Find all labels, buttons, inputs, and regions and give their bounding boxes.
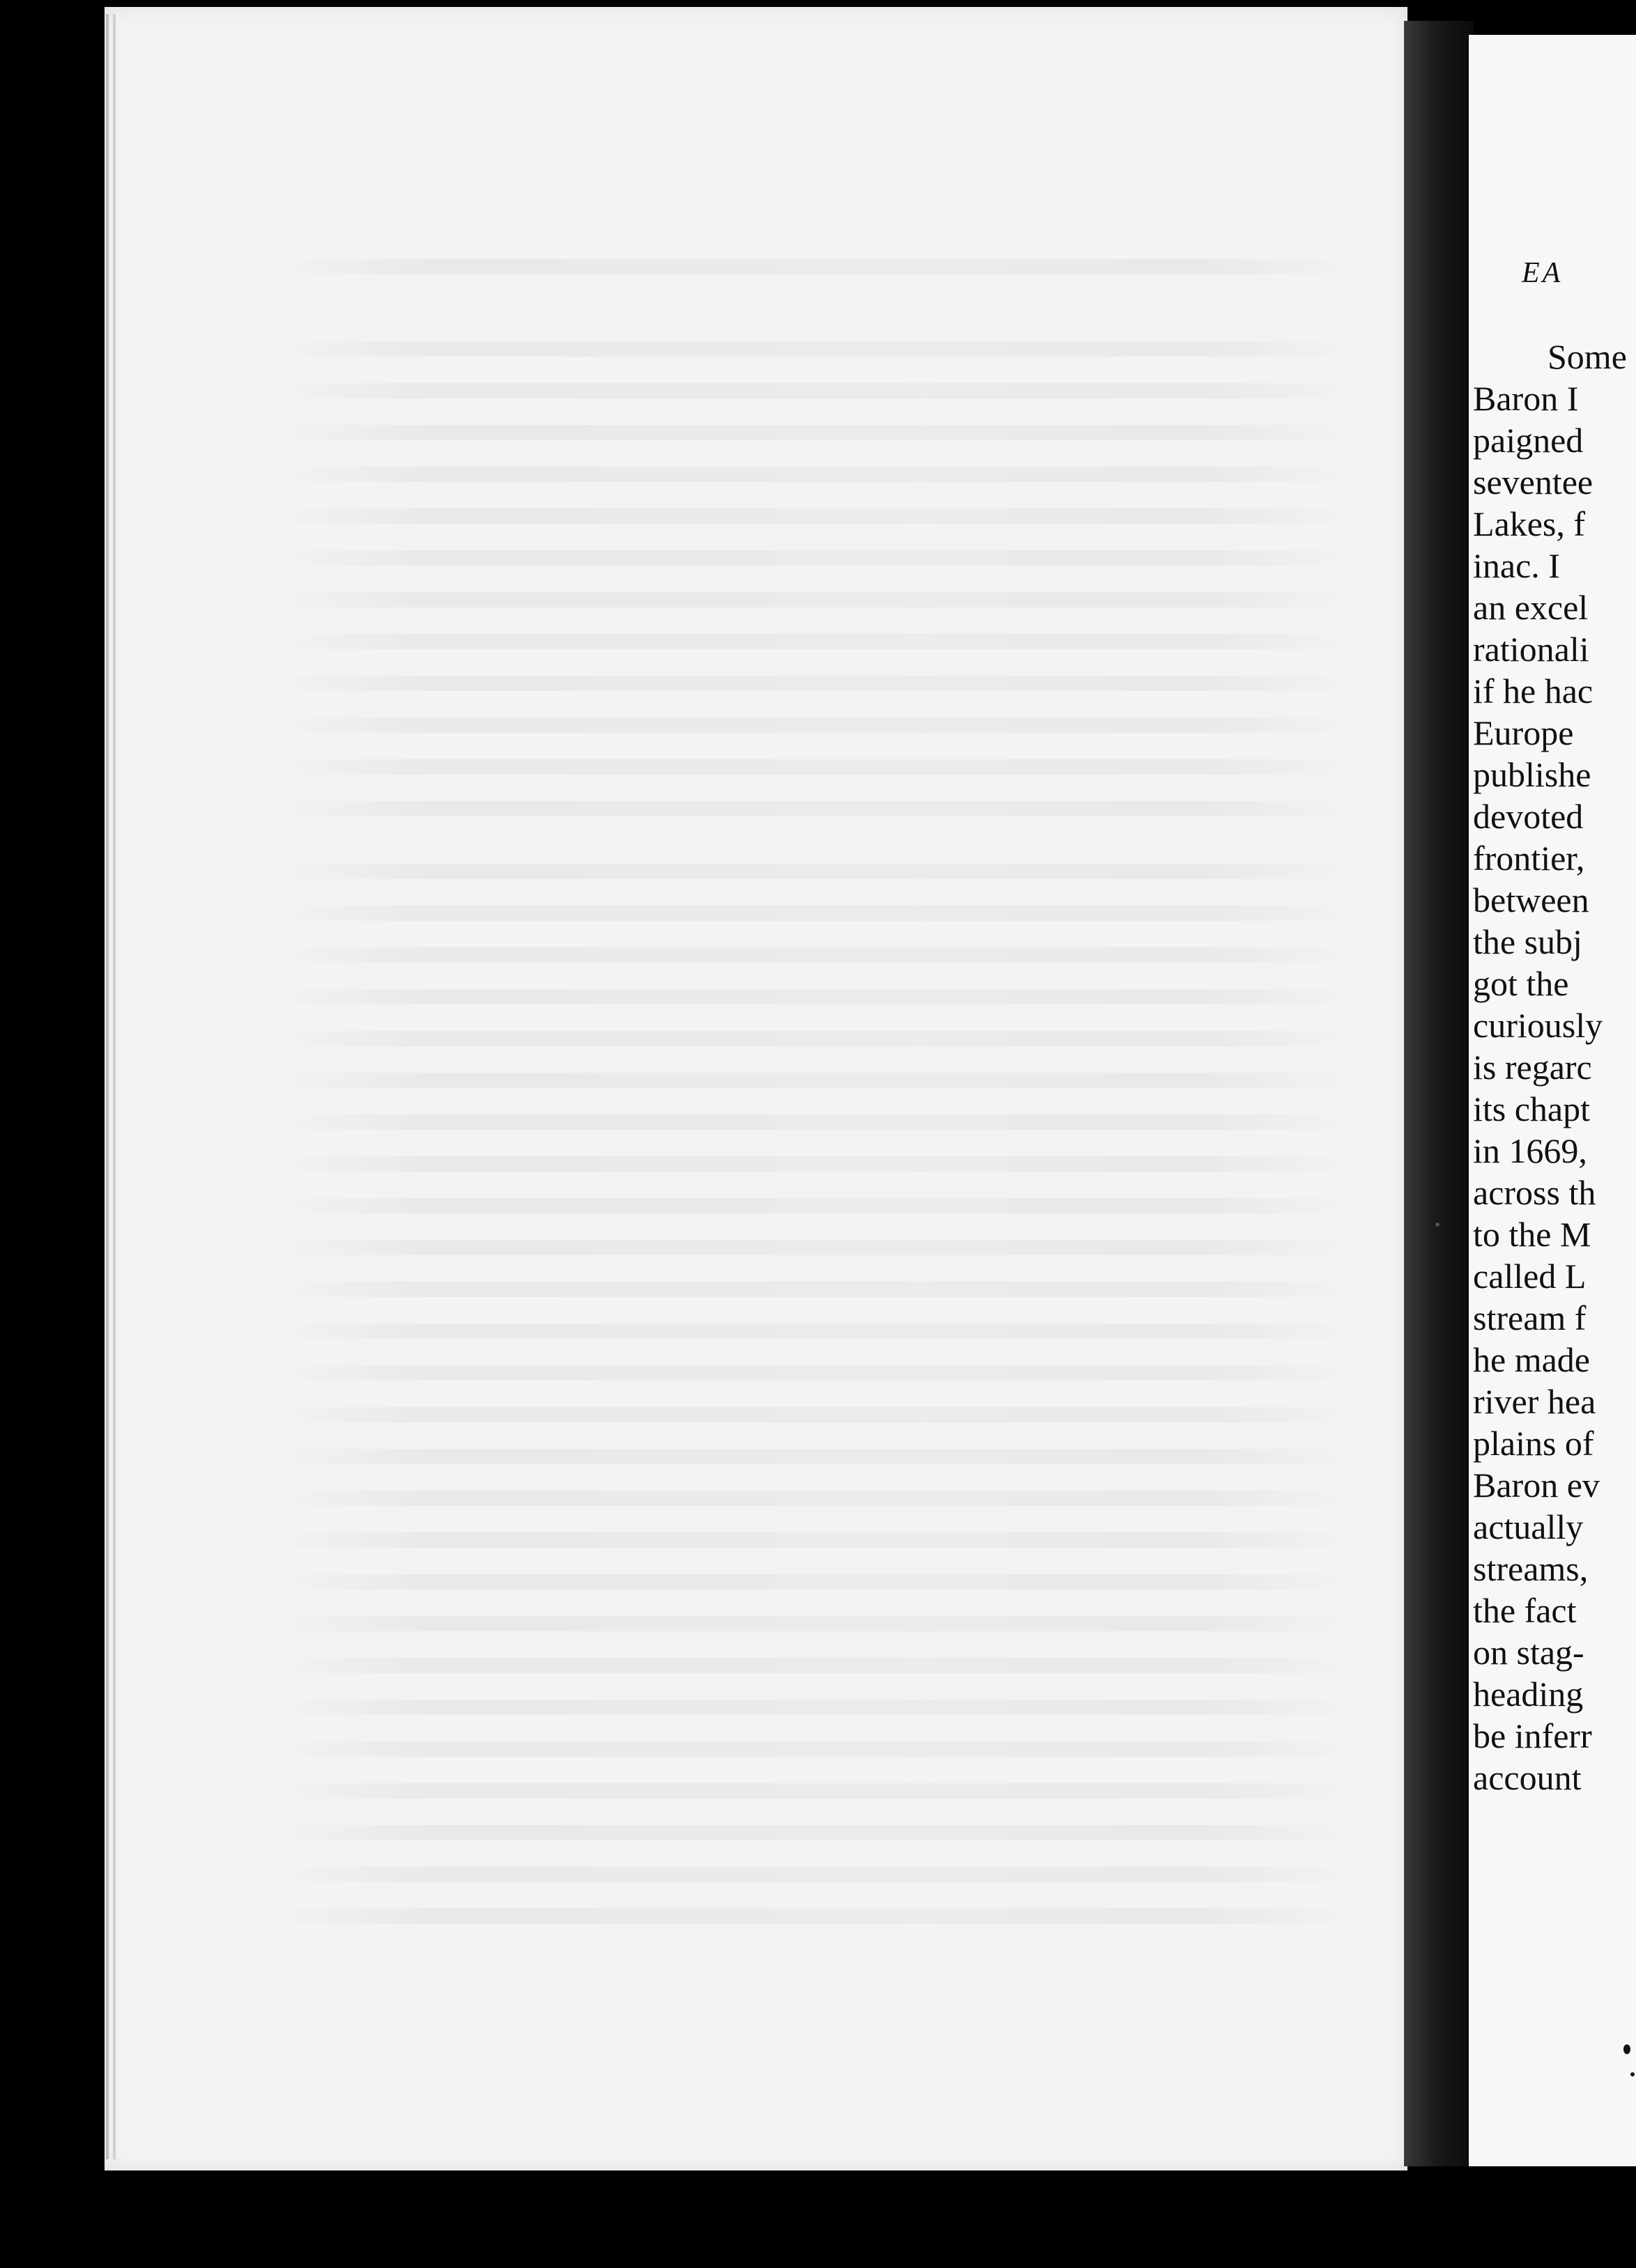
text-line: curiously: [1473, 1006, 1603, 1045]
text-line: Baron ev: [1473, 1466, 1600, 1505]
text-line: called L: [1473, 1257, 1587, 1296]
text-line: he made: [1473, 1340, 1590, 1379]
text-line: publishe: [1473, 755, 1591, 794]
page-edge-left-2: [113, 14, 116, 2159]
text-line: Europe: [1473, 713, 1574, 752]
running-head: EA: [1522, 257, 1564, 289]
text-line: paigned: [1473, 421, 1584, 460]
text-line: inac. I: [1473, 546, 1560, 585]
page-edge-left: [106, 14, 109, 2159]
book-gutter: [1404, 21, 1474, 2166]
text-line: in 1669,: [1473, 1131, 1587, 1170]
text-line: actually: [1473, 1507, 1584, 1546]
text-line: on stag-: [1473, 1633, 1584, 1672]
text-line: if he hac: [1473, 671, 1593, 710]
text-line: frontier,: [1473, 839, 1585, 878]
text-line: the subj: [1473, 922, 1582, 961]
ink-speck: [1435, 1222, 1440, 1227]
ink-speck: [1623, 2044, 1630, 2054]
text-line: an excel: [1473, 588, 1589, 627]
text-line: be inferr: [1473, 1716, 1592, 1755]
text-line: heading: [1473, 1675, 1584, 1714]
text-line: across th: [1473, 1173, 1596, 1212]
text-line: account: [1473, 1758, 1582, 1797]
text-line: streams,: [1473, 1549, 1589, 1588]
text-line: rationali: [1473, 630, 1589, 669]
text-line: river hea: [1473, 1382, 1596, 1421]
text-line: its chapt: [1473, 1089, 1591, 1128]
text-line: got the: [1473, 964, 1569, 1003]
ink-speck: [1630, 2072, 1635, 2076]
text-line: seventee: [1473, 463, 1593, 502]
text-line: is regarc: [1473, 1048, 1592, 1087]
text-line: Lakes, f: [1473, 504, 1586, 543]
text-line: Some: [1548, 337, 1627, 376]
text-line: Baron I: [1473, 379, 1579, 418]
text-line: stream f: [1473, 1298, 1587, 1337]
text-line: between: [1473, 880, 1589, 919]
blank-left-page: [105, 7, 1407, 2170]
text-line: to the M: [1473, 1215, 1591, 1254]
text-line: devoted: [1473, 797, 1584, 836]
text-line: the fact: [1473, 1591, 1577, 1630]
text-line: plains of: [1473, 1424, 1594, 1463]
